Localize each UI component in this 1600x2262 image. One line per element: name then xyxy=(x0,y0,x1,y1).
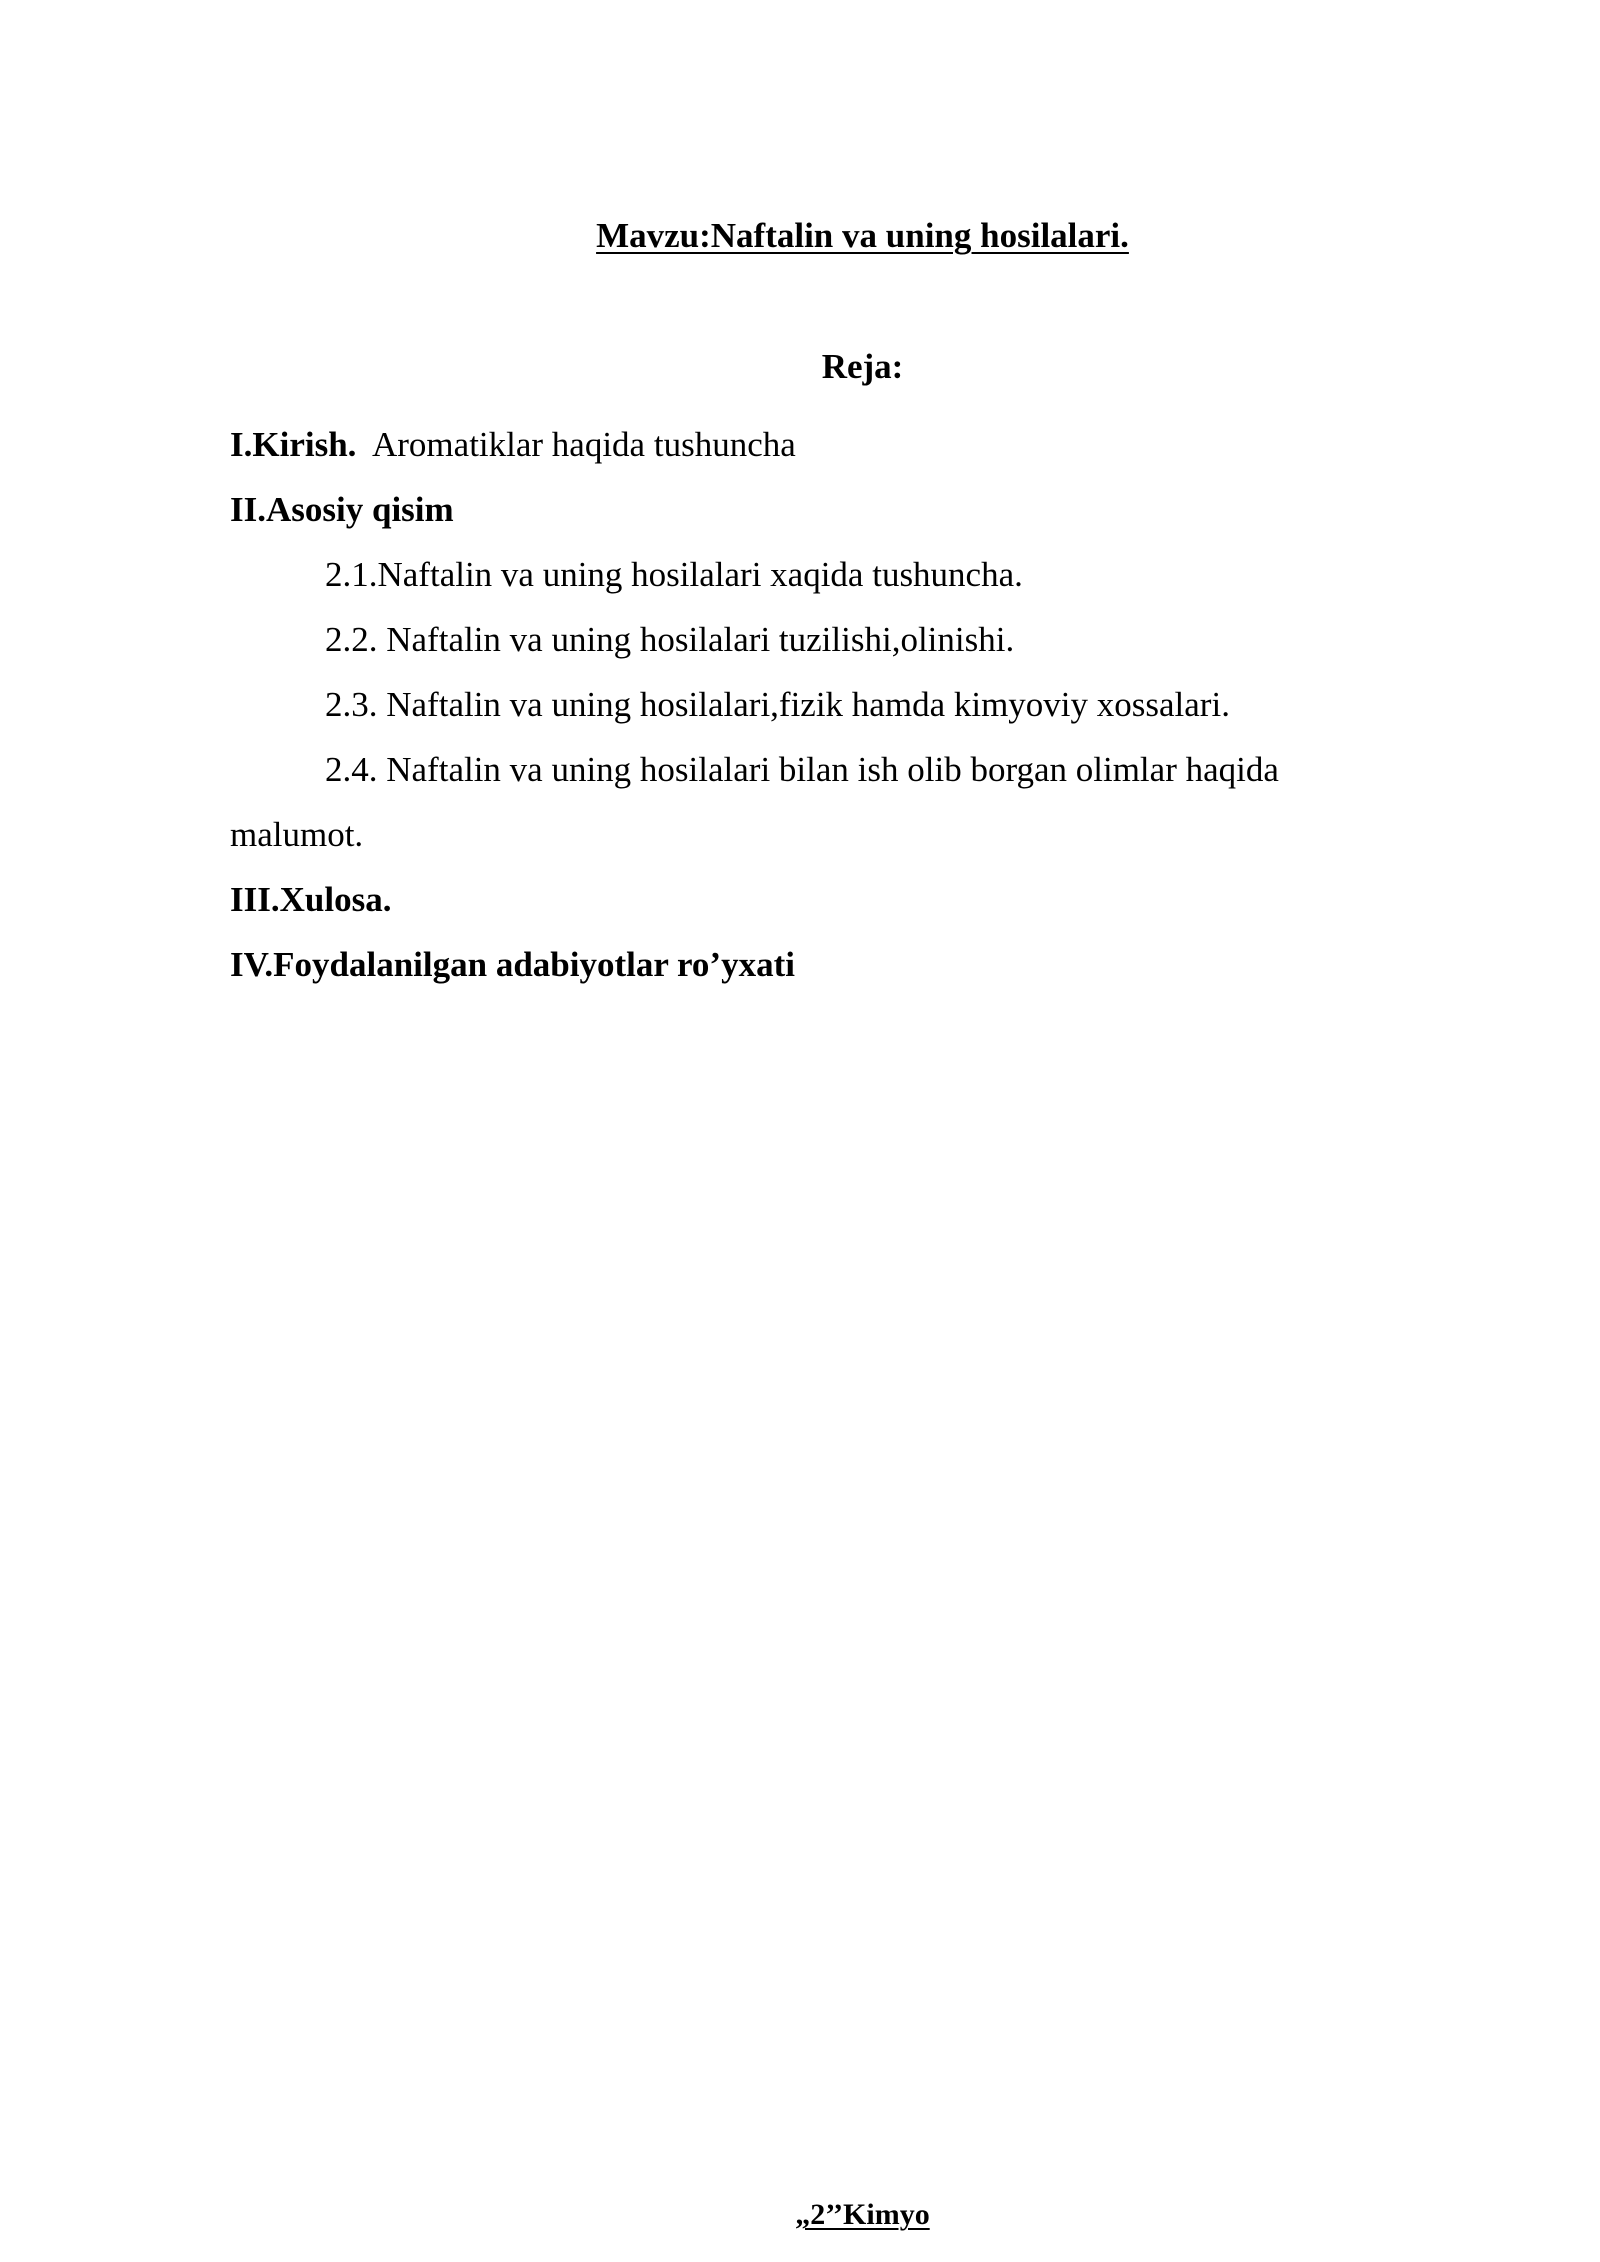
document-title: Mavzu:Naftalin va uning hosilalari. xyxy=(596,216,1129,255)
subsection-2-4: 2.4. Naftalin va uning hosilalari bilan ish olib borgan olimlar haqida malumot. xyxy=(230,750,1279,854)
section-conclusion: III.Xulosa. xyxy=(230,880,392,919)
subsection-2-3: 2.3. Naftalin va uning hosilalari,fizik hamda kimyoviy xossalari. xyxy=(325,685,1230,724)
section-references: IV.Foydalanilgan adabiyotlar ro’yxati xyxy=(230,945,795,984)
section-label: I.Kirish. xyxy=(230,425,357,464)
section-main-part: II.Asosiy qisim xyxy=(230,490,454,529)
plan-outline xyxy=(230,412,1410,997)
subsection-2-1: 2.1.Naftalin va uning hosilalari xaqida tushuncha. xyxy=(325,555,1023,594)
page-footer: „2’’Kimyo xyxy=(795,2198,930,2231)
plan-heading: Reja: xyxy=(821,347,904,386)
section-introduction xyxy=(230,412,1410,477)
section-text: Aromatiklar haqida tushuncha xyxy=(372,425,796,464)
subsection-2-2: 2.2. Naftalin va uning hosilalari tuzilishi,olinishi. xyxy=(325,620,1015,659)
